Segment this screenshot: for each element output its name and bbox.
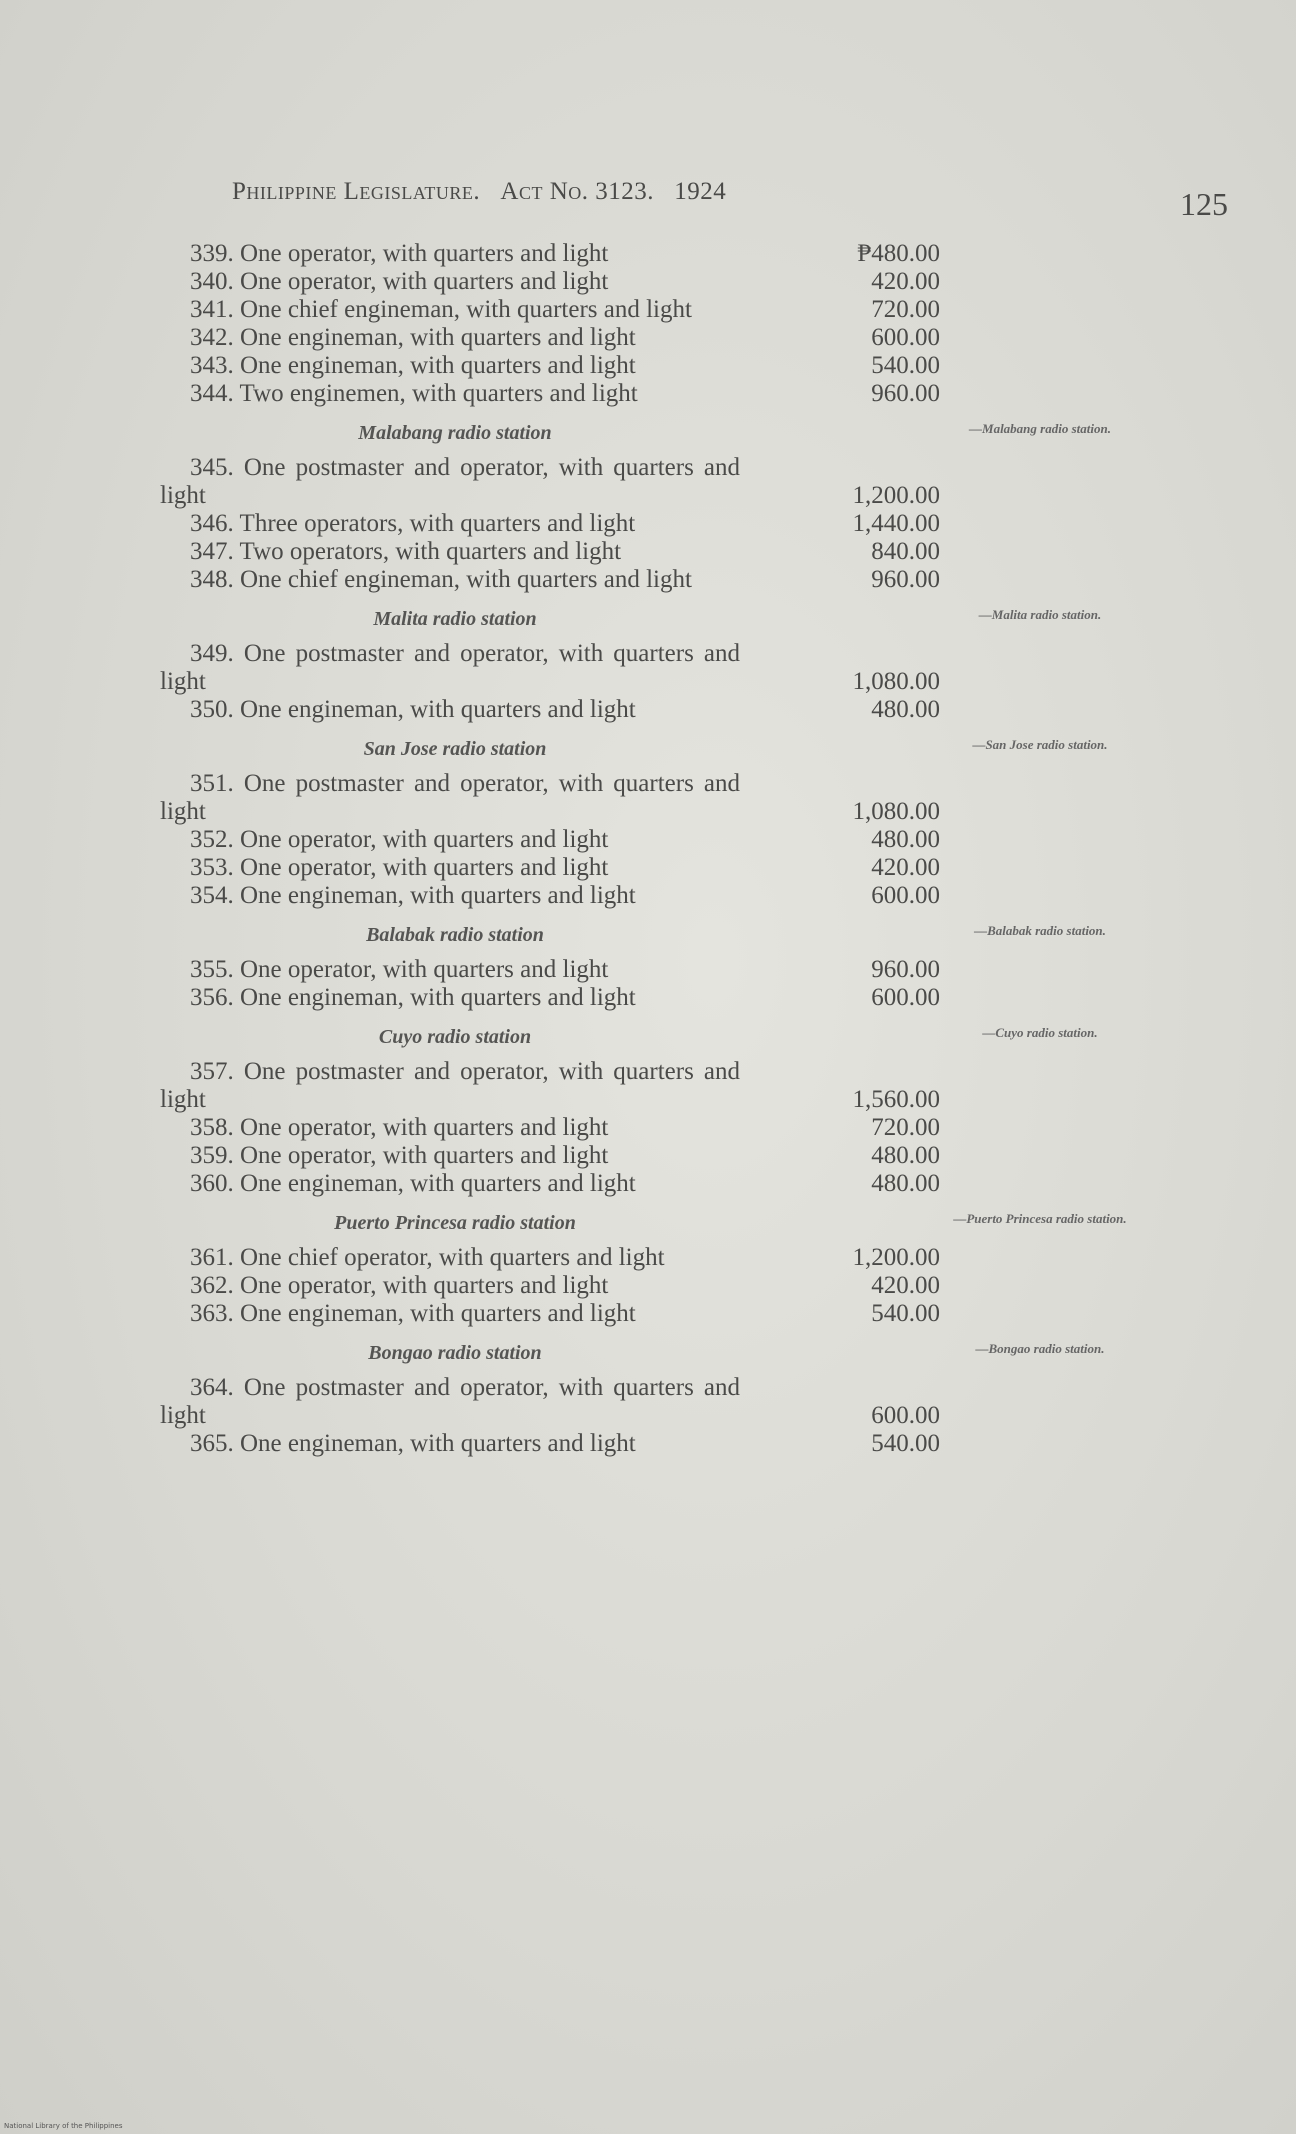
entry-amount: 420.00 <box>871 854 940 881</box>
appropriation-entry <box>160 1272 940 1300</box>
margin-note: —Malita radio station. <box>978 607 1102 622</box>
entry-amount: 960.00 <box>871 956 940 983</box>
appropriation-entry <box>160 240 940 268</box>
entry-amount: 420.00 <box>871 1272 940 1299</box>
entry-amount: 600.00 <box>871 984 940 1011</box>
appropriation-entry <box>160 640 940 696</box>
section-heading <box>160 1024 1098 1050</box>
entry-text: 354. One engineman, with quarters and light <box>190 882 636 909</box>
entry-text: 364. One postmaster and operator, with quarters and light <box>160 1374 740 1429</box>
margin-note: —San Jose radio station. <box>972 737 1108 752</box>
appropriation-entry <box>160 1244 940 1272</box>
margin-note: —Bongao radio station. <box>975 1341 1105 1356</box>
appropriation-list <box>160 240 1127 1458</box>
appropriation-entry <box>160 538 940 566</box>
appropriation-entry <box>160 1058 940 1114</box>
section-heading <box>160 1340 1105 1366</box>
section-heading-text: Balabak radio station <box>366 924 544 946</box>
entry-text: 358. One operator, with quarters and light <box>190 1114 609 1141</box>
page-number: 125 <box>1180 186 1228 222</box>
appropriation-entry <box>160 984 940 1012</box>
entry-amount: 540.00 <box>871 1300 940 1327</box>
margin-note: —Cuyo radio station. <box>982 1025 1098 1040</box>
entry-amount: 600.00 <box>871 1402 940 1429</box>
entry-text: 365. One engineman, with quarters and light <box>190 1430 636 1457</box>
appropriation-entry <box>160 380 940 408</box>
entry-text: 343. One engineman, with quarters and light <box>190 352 636 379</box>
appropriation-entry <box>160 1114 940 1142</box>
entry-text: 363. One engineman, with quarters and light <box>190 1300 636 1327</box>
appropriation-entry <box>160 854 940 882</box>
entry-amount: 480.00 <box>871 1170 940 1197</box>
appropriation-entry <box>160 882 940 910</box>
entry-amount: 1,080.00 <box>852 798 940 825</box>
margin-note: —Puerto Princesa radio station. <box>953 1211 1127 1226</box>
section-heading <box>160 922 1106 948</box>
entry-amount: 540.00 <box>871 352 940 379</box>
entry-amount: 600.00 <box>871 882 940 909</box>
margin-note: —Malabang radio station. <box>969 421 1111 436</box>
entry-text: 340. One operator, with quarters and light <box>190 268 609 295</box>
appropriation-entry <box>160 296 940 324</box>
entry-amount: 720.00 <box>871 1114 940 1141</box>
entry-amount: 1,560.00 <box>852 1086 940 1113</box>
appropriation-entry <box>160 510 940 538</box>
header-year: 1924 <box>674 178 727 205</box>
entry-amount: 720.00 <box>871 296 940 323</box>
appropriation-entry <box>160 268 940 296</box>
section-heading-text: Malita radio station <box>373 608 537 630</box>
appropriation-entry <box>160 324 940 352</box>
section-heading-text: Puerto Princesa radio station <box>334 1212 576 1234</box>
entry-text: 353. One operator, with quarters and light <box>190 854 609 881</box>
section-heading-text: San Jose radio station <box>363 738 547 760</box>
entry-amount: 1,200.00 <box>852 1244 940 1271</box>
entry-amount: 1,080.00 <box>852 668 940 695</box>
entry-amount: ₱480.00 <box>857 240 940 267</box>
footer-credit: National Library of the Philippines <box>4 2122 123 2130</box>
header-title: Philippine Legislature. <box>232 178 481 205</box>
entry-amount: 1,440.00 <box>852 510 940 537</box>
header-act: Act No. 3123. <box>500 178 655 205</box>
section-heading <box>160 736 1108 762</box>
entry-amount: 480.00 <box>871 1142 940 1169</box>
entry-text: 350. One engineman, with quarters and light <box>190 696 636 723</box>
entry-amount: 1,200.00 <box>852 482 940 509</box>
entry-text: 349. One postmaster and operator, with quarters and light <box>160 640 740 695</box>
entry-text: 344. Two enginemen, with quarters and light <box>190 380 638 407</box>
appropriation-entry <box>160 826 940 854</box>
running-header <box>232 178 872 206</box>
entry-amount: 420.00 <box>871 268 940 295</box>
entry-text: 352. One operator, with quarters and light <box>190 826 609 853</box>
entry-text: 342. One engineman, with quarters and light <box>190 324 636 351</box>
entry-text: 348. One chief engineman, with quarters and light <box>190 566 692 593</box>
entry-text: 345. One postmaster and operator, with quarters and light <box>160 454 740 509</box>
entry-text: 346. Three operators, with quarters and light <box>190 510 636 537</box>
section-heading-text: Malabang radio station <box>358 422 552 444</box>
appropriation-entry <box>160 770 940 826</box>
entry-amount: 480.00 <box>871 826 940 853</box>
entry-text: 357. One postmaster and operator, with quarters and light <box>160 1058 740 1113</box>
entry-text: 359. One operator, with quarters and light <box>190 1142 609 1169</box>
entry-amount: 960.00 <box>871 380 940 407</box>
entry-amount: 540.00 <box>871 1430 940 1457</box>
appropriation-entry <box>160 566 940 594</box>
entry-text: 361. One chief operator, with quarters and light <box>190 1244 665 1271</box>
entry-text: 360. One engineman, with quarters and light <box>190 1170 636 1197</box>
entry-text: 347. Two operators, with quarters and light <box>190 538 622 565</box>
entry-text: 356. One engineman, with quarters and light <box>190 984 636 1011</box>
appropriation-entry <box>160 1142 940 1170</box>
appropriation-entry <box>160 956 940 984</box>
appropriation-entry <box>160 1430 940 1458</box>
entry-text: 351. One postmaster and operator, with quarters and light <box>160 770 740 825</box>
entry-amount: 480.00 <box>871 696 940 723</box>
entry-text: 339. One operator, with quarters and light <box>190 240 609 267</box>
appropriation-entry <box>160 696 940 724</box>
section-heading-text: Cuyo radio station <box>378 1026 532 1048</box>
appropriation-entry <box>160 454 940 510</box>
section-heading <box>160 606 1102 632</box>
appropriation-entry <box>160 1374 940 1430</box>
appropriation-entry <box>160 352 940 380</box>
entry-text: 341. One chief engineman, with quarters and light <box>190 296 692 323</box>
entry-text: 362. One operator, with quarters and light <box>190 1272 609 1299</box>
appropriation-entry <box>160 1170 940 1198</box>
section-heading <box>160 1210 1127 1236</box>
entry-amount: 960.00 <box>871 566 940 593</box>
appropriation-entry <box>160 1300 940 1328</box>
section-heading-text: Bongao radio station <box>368 1342 542 1364</box>
margin-note: —Balabak radio station. <box>974 923 1106 938</box>
entry-text: 355. One operator, with quarters and light <box>190 956 609 983</box>
section-heading <box>160 420 1111 446</box>
entry-amount: 840.00 <box>871 538 940 565</box>
entry-amount: 600.00 <box>871 324 940 351</box>
